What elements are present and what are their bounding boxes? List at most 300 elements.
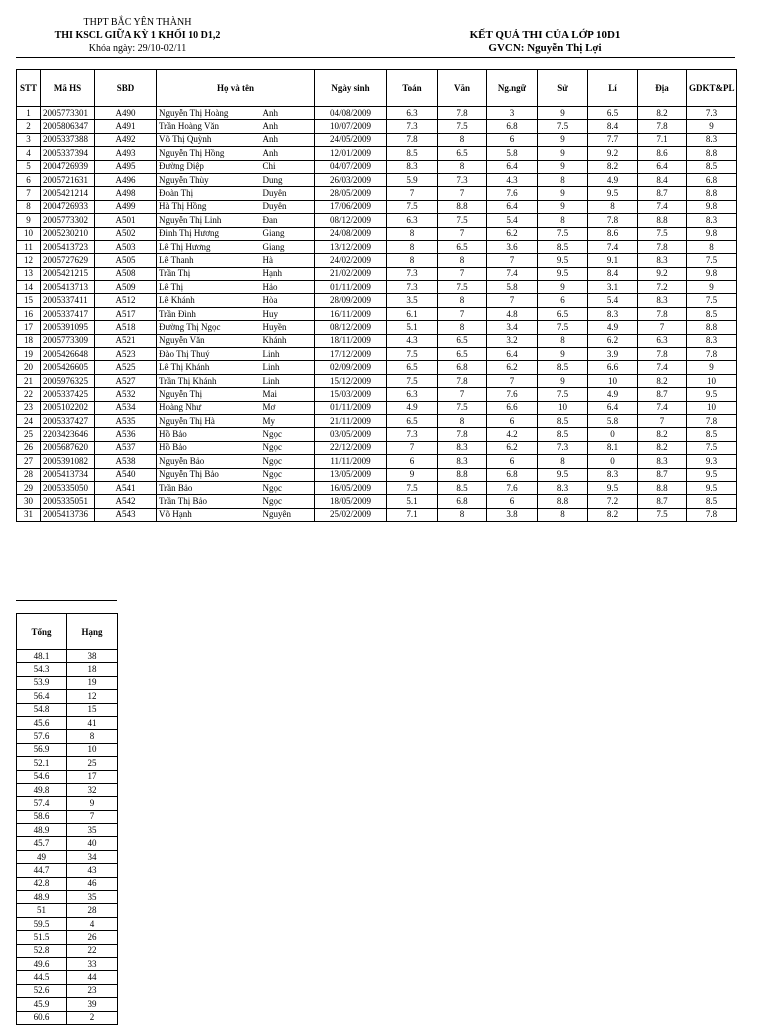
first-names-cell: Trần Hoàng Văn [157,120,261,133]
history-score-cell: 8 [538,334,588,347]
foreign-language-score-cell: 6 [487,495,538,508]
candidate-number-cell: A535 [95,414,157,427]
foreign-language-score-cell: 6.2 [487,441,538,454]
student-row [17,240,737,253]
birth-date-cell: 28/09/2009 [315,294,387,307]
given-name-cell: Duyên [261,200,315,213]
math-score-cell: 8.5 [387,147,438,160]
geography-score-cell: 8.3 [638,294,687,307]
geography-score-cell: 8.2 [638,441,687,454]
student-row [17,374,737,387]
history-score-cell: 9 [538,160,588,173]
rank-cell: 2 [67,1011,118,1024]
student-code-cell: 2005391082 [41,455,95,468]
geography-score-cell: 8.2 [638,428,687,441]
literature-score-cell: 6.8 [438,495,487,508]
stt-cell: 26 [17,441,41,454]
candidate-number-cell: A541 [95,481,157,494]
geography-score-cell: 7 [638,321,687,334]
student-code-cell: 2005727629 [41,254,95,267]
foreign-language-score-cell: 7 [487,254,538,267]
birth-date-cell: 28/05/2009 [315,187,387,200]
civic-score-cell: 9.8 [687,200,737,213]
given-name-cell: Ngọc [261,481,315,494]
foreign-language-score-cell: 4.3 [487,173,538,186]
birth-date-cell: 01/11/2009 [315,281,387,294]
foreign-language-score-cell: 4.8 [487,307,538,320]
candidate-number-cell: A523 [95,348,157,361]
civic-score-cell: 7.8 [687,508,737,521]
student-row [17,160,737,173]
rank-cell: 33 [67,957,118,970]
student-row [17,281,737,294]
candidate-number-cell: A491 [95,120,157,133]
given-name-cell: Anh [261,107,315,120]
given-name-cell: Linh [261,348,315,361]
history-score-cell: 9 [538,200,588,213]
foreign-language-score-cell: 3 [487,107,538,120]
candidate-number-cell: A498 [95,187,157,200]
civic-score-cell: 8.8 [687,147,737,160]
ranking-row [17,663,118,676]
ranking-row [17,837,118,850]
total-score-cell: 45.6 [17,716,67,729]
ranking-row [17,824,118,837]
first-names-cell: Nguyễn Thị Hồng [157,147,261,160]
candidate-number-cell: A501 [95,214,157,227]
literature-score-cell: 6.5 [438,147,487,160]
candidate-number-cell: A490 [95,107,157,120]
rank-cell: 18 [67,663,118,676]
birth-date-cell: 11/11/2009 [315,455,387,468]
math-score-cell: 6.3 [387,214,438,227]
given-name-cell: Nguyên [261,508,315,521]
physics-score-cell: 8.1 [588,441,638,454]
birth-date-cell: 24/02/2009 [315,254,387,267]
literature-score-cell: 6.5 [438,348,487,361]
given-name-cell: Khánh [261,334,315,347]
foreign-language-score-cell: 6.2 [487,361,538,374]
physics-score-cell: 8 [588,200,638,213]
rank-cell: 35 [67,891,118,904]
literature-score-cell: 8 [438,294,487,307]
stt-cell: 21 [17,374,41,387]
candidate-number-cell: A537 [95,441,157,454]
literature-score-cell: 6.5 [438,334,487,347]
civic-score-cell: 8.5 [687,495,737,508]
rank-cell: 25 [67,757,118,770]
first-names-cell: Lê Thị [157,281,261,294]
student-row [17,428,737,441]
ranking-body [17,650,118,1025]
literature-score-cell: 8 [438,160,487,173]
birth-date-cell: 08/12/2009 [315,214,387,227]
foreign-language-score-cell: 7.6 [487,388,538,401]
candidate-number-cell: A525 [95,361,157,374]
foreign-language-score-cell: 6.4 [487,200,538,213]
given-name-cell: Anh [261,120,315,133]
stt-cell: 25 [17,428,41,441]
student-code-cell: 2005335050 [41,481,95,494]
student-code-cell: 2005773301 [41,107,95,120]
student-row [17,508,737,521]
first-names-cell: Nguyễn Thùy [157,173,261,186]
first-names-cell: Trần Đình [157,307,261,320]
student-code-cell: 2005337411 [41,294,95,307]
math-score-cell: 3.5 [387,294,438,307]
col-header-civic-economics-law: GDKT&PL [687,70,737,107]
total-score-cell: 45.7 [17,837,67,850]
geography-score-cell: 7.1 [638,133,687,146]
literature-score-cell: 7.8 [438,428,487,441]
col-header-rank: Hạng [67,614,118,650]
total-score-cell: 56.9 [17,743,67,756]
birth-date-cell: 22/12/2009 [315,441,387,454]
birth-date-cell: 24/05/2009 [315,133,387,146]
physics-score-cell: 8.2 [588,160,638,173]
rank-cell: 32 [67,783,118,796]
first-names-cell: Nguyễn Thị Linh [157,214,261,227]
history-score-cell: 9.5 [538,267,588,280]
given-name-cell: Huyền [261,321,315,334]
literature-score-cell: 8.5 [438,481,487,494]
stt-cell: 19 [17,348,41,361]
student-row [17,441,737,454]
birth-date-cell: 21/11/2009 [315,414,387,427]
student-code-cell: 2005413736 [41,508,95,521]
student-code-cell: 2005413713 [41,281,95,294]
ranking-header-row [17,614,118,650]
stt-cell: 17 [17,321,41,334]
stt-cell: 6 [17,173,41,186]
physics-score-cell: 8.3 [588,468,638,481]
first-names-cell: Trần Thị Khánh [157,374,261,387]
math-score-cell: 4.3 [387,334,438,347]
math-score-cell: 7.3 [387,120,438,133]
first-names-cell: Đinh Thị Hương [157,227,261,240]
foreign-language-score-cell: 3.2 [487,334,538,347]
math-score-cell: 7.5 [387,481,438,494]
civic-score-cell: 7.5 [687,441,737,454]
physics-score-cell: 5.4 [588,294,638,307]
math-score-cell: 8.3 [387,160,438,173]
student-code-cell: 2005426605 [41,361,95,374]
student-row [17,388,737,401]
student-row [17,200,737,213]
school-name: THPT BẮC YÊN THÀNH [83,17,192,28]
student-code-cell: 2005687620 [41,441,95,454]
geography-score-cell: 8.3 [638,254,687,267]
physics-score-cell: 9.1 [588,254,638,267]
geography-score-cell: 8.8 [638,481,687,494]
total-score-cell: 57.4 [17,797,67,810]
civic-score-cell: 10 [687,374,737,387]
geography-score-cell: 7.5 [638,508,687,521]
rank-cell: 34 [67,850,118,863]
ranking-row [17,891,118,904]
literature-score-cell: 7.5 [438,214,487,227]
civic-score-cell: 8 [687,240,737,253]
candidate-number-cell: A532 [95,388,157,401]
student-code-cell: 2005337394 [41,147,95,160]
col-header-math: Toán [387,70,438,107]
history-score-cell: 7.5 [538,227,588,240]
birth-date-cell: 26/03/2009 [315,173,387,186]
foreign-language-score-cell: 6.6 [487,401,538,414]
history-score-cell: 9 [538,187,588,200]
col-header-total: Tổng [17,614,67,650]
birth-date-cell: 16/11/2009 [315,307,387,320]
literature-score-cell: 8.8 [438,200,487,213]
physics-score-cell: 6.6 [588,361,638,374]
first-names-cell: Võ Thị Quỳnh [157,133,261,146]
foreign-language-score-cell: 5.8 [487,147,538,160]
given-name-cell: Giang [261,227,315,240]
student-row [17,214,737,227]
birth-date-cell: 04/07/2009 [315,160,387,173]
given-name-cell: Linh [261,374,315,387]
literature-score-cell: 8.8 [438,468,487,481]
ranking-row [17,650,118,663]
foreign-language-score-cell: 3.8 [487,508,538,521]
math-score-cell: 7.5 [387,374,438,387]
foreign-language-score-cell: 6 [487,455,538,468]
student-row [17,414,737,427]
civic-score-cell: 9 [687,281,737,294]
literature-score-cell: 6.8 [438,361,487,374]
geography-score-cell: 7 [638,414,687,427]
stt-cell: 7 [17,187,41,200]
physics-score-cell: 0 [588,428,638,441]
col-header-student-code: Mã HS [41,70,95,107]
stt-cell: 28 [17,468,41,481]
candidate-number-cell: A534 [95,401,157,414]
total-score-cell: 49.6 [17,957,67,970]
student-row [17,481,737,494]
literature-score-cell: 7 [438,227,487,240]
stt-cell: 4 [17,147,41,160]
given-name-cell: Mơ [261,401,315,414]
student-row [17,227,737,240]
student-code-cell: 2005721631 [41,173,95,186]
history-score-cell: 9 [538,281,588,294]
physics-score-cell: 8.2 [588,508,638,521]
literature-score-cell: 7 [438,187,487,200]
math-score-cell: 6.1 [387,307,438,320]
rank-cell: 10 [67,743,118,756]
given-name-cell: Huy [261,307,315,320]
total-score-cell: 51.5 [17,931,67,944]
math-score-cell: 7.3 [387,428,438,441]
rank-cell: 38 [67,650,118,663]
student-row [17,401,737,414]
candidate-number-cell: A502 [95,227,157,240]
exam-title: THI KSCL GIỮA KỲ 1 KHỐI 10 D1,2 [54,30,221,41]
geography-score-cell: 6.3 [638,334,687,347]
student-row [17,107,737,120]
total-score-cell: 51 [17,904,67,917]
rank-cell: 8 [67,730,118,743]
rank-cell: 9 [67,797,118,810]
col-header-birth-date: Ngày sinh [315,70,387,107]
total-score-cell: 49 [17,850,67,863]
first-names-cell: Lê Thị Khánh [157,361,261,374]
civic-score-cell: 8.8 [687,321,737,334]
candidate-number-cell: A517 [95,307,157,320]
birth-date-cell: 24/08/2009 [315,227,387,240]
stt-cell: 14 [17,281,41,294]
stt-cell: 29 [17,481,41,494]
foreign-language-score-cell: 3.6 [487,240,538,253]
given-name-cell: Chi [261,160,315,173]
civic-score-cell: 9.5 [687,388,737,401]
civic-score-cell: 9 [687,361,737,374]
foreign-language-score-cell: 6.2 [487,227,538,240]
col-header-full-name: Họ và tên [157,70,315,107]
ranking-row [17,904,118,917]
stt-cell: 3 [17,133,41,146]
birth-date-cell: 04/08/2009 [315,107,387,120]
total-score-cell: 56.4 [17,690,67,703]
history-score-cell: 8.5 [538,414,588,427]
birth-date-cell: 16/05/2009 [315,481,387,494]
literature-score-cell: 7.3 [438,173,487,186]
total-score-cell: 44.7 [17,864,67,877]
literature-score-cell: 8 [438,414,487,427]
student-code-cell: 2005335051 [41,495,95,508]
stt-cell: 27 [17,455,41,468]
candidate-number-cell: A542 [95,495,157,508]
birth-date-cell: 13/12/2009 [315,240,387,253]
results-body [17,107,737,522]
history-score-cell: 9 [538,348,588,361]
literature-score-cell: 8 [438,133,487,146]
birth-date-cell: 15/03/2009 [315,388,387,401]
physics-score-cell: 5.8 [588,414,638,427]
student-row [17,147,737,160]
candidate-number-cell: A518 [95,321,157,334]
history-score-cell: 8.5 [538,361,588,374]
rank-cell: 44 [67,971,118,984]
ranking-row [17,864,118,877]
student-code-cell: 2005426648 [41,348,95,361]
birth-date-cell: 03/05/2009 [315,428,387,441]
literature-score-cell: 7.5 [438,281,487,294]
math-score-cell: 4.9 [387,401,438,414]
homeroom-teacher: GVCN: Nguyễn Thị Lợi [488,42,602,54]
col-header-history: Sử [538,70,588,107]
col-header-literature: Văn [438,70,487,107]
geography-score-cell: 8.7 [638,468,687,481]
rank-cell: 7 [67,810,118,823]
foreign-language-score-cell: 6.8 [487,120,538,133]
rank-cell: 4 [67,917,118,930]
stt-cell: 12 [17,254,41,267]
student-code-cell: 2004726933 [41,200,95,213]
first-names-cell: Võ Hạnh [157,508,261,521]
geography-score-cell: 7.8 [638,348,687,361]
foreign-language-score-cell: 3.4 [487,321,538,334]
first-names-cell: Đào Thị Thuý [157,348,261,361]
student-code-cell: 2005337417 [41,307,95,320]
literature-score-cell: 7.5 [438,401,487,414]
geography-score-cell: 7.8 [638,307,687,320]
given-name-cell: Mai [261,388,315,401]
math-score-cell: 7.8 [387,133,438,146]
physics-score-cell: 8.4 [588,120,638,133]
ranking-row [17,797,118,810]
total-score-cell: 48.9 [17,891,67,904]
header-divider [16,57,735,58]
first-names-cell: Đường Thị Ngọc [157,321,261,334]
student-code-cell: 2005337388 [41,133,95,146]
given-name-cell: Dung [261,173,315,186]
candidate-number-cell: A505 [95,254,157,267]
candidate-number-cell: A499 [95,200,157,213]
geography-score-cell: 7.4 [638,200,687,213]
history-score-cell: 7.5 [538,321,588,334]
candidate-number-cell: A509 [95,281,157,294]
total-score-cell: 54.3 [17,663,67,676]
student-row [17,120,737,133]
exam-dates: Khóa ngày: 29/10-02/11 [88,43,187,54]
given-name-cell: Hảo [261,281,315,294]
given-name-cell: Anh [261,147,315,160]
math-score-cell: 6.3 [387,107,438,120]
literature-score-cell: 7 [438,307,487,320]
birth-date-cell: 17/12/2009 [315,348,387,361]
ranking-row [17,971,118,984]
total-score-cell: 57.6 [17,730,67,743]
math-score-cell: 5.1 [387,321,438,334]
foreign-language-score-cell: 7 [487,294,538,307]
physics-score-cell: 9.5 [588,187,638,200]
col-header-stt: STT [17,70,41,107]
history-score-cell: 10 [538,401,588,414]
foreign-language-score-cell: 7.6 [487,187,538,200]
geography-score-cell: 8.7 [638,388,687,401]
result-header [440,29,650,55]
total-score-cell: 42.8 [17,877,67,890]
candidate-number-cell: A536 [95,428,157,441]
candidate-number-cell: A512 [95,294,157,307]
col-header-candidate-number: SBD [95,70,157,107]
birth-date-cell: 13/05/2009 [315,468,387,481]
given-name-cell: Ngọc [261,495,315,508]
rank-cell: 43 [67,864,118,877]
total-score-cell: 48.9 [17,824,67,837]
student-row [17,173,737,186]
given-name-cell: Hòa [261,294,315,307]
rank-cell: 12 [67,690,118,703]
history-score-cell: 9 [538,374,588,387]
civic-score-cell: 7.8 [687,348,737,361]
history-score-cell: 9 [538,133,588,146]
civic-score-cell: 8.8 [687,187,737,200]
results-table [16,69,737,522]
first-names-cell: Nguyễn Thị [157,388,261,401]
stt-cell: 18 [17,334,41,347]
given-name-cell: Ngọc [261,428,315,441]
birth-date-cell: 02/09/2009 [315,361,387,374]
geography-score-cell: 8.3 [638,455,687,468]
rank-cell: 22 [67,944,118,957]
student-code-cell: 2005413723 [41,240,95,253]
student-row [17,133,737,146]
ranking-table [16,613,118,1025]
col-header-foreign-language: Ng.ngữ [487,70,538,107]
math-score-cell: 7.3 [387,281,438,294]
